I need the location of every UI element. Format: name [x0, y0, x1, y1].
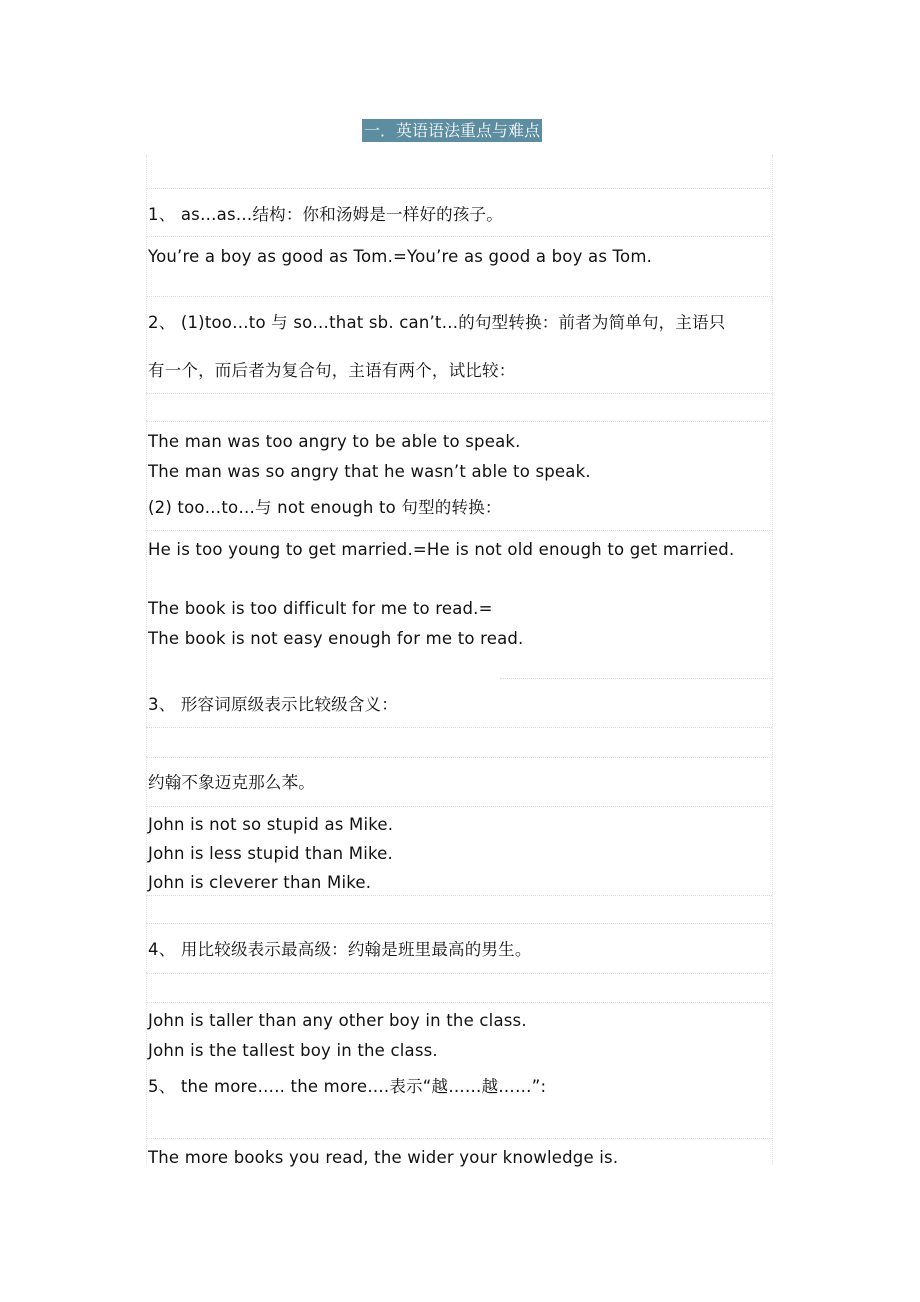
guide-line: [146, 973, 772, 974]
section-3-example: John is less stupid than Mike.: [148, 844, 393, 863]
section-2-heading-cont: 有一个，而后者为复合句，主语有两个，试比较：: [148, 361, 516, 380]
guide-line: [146, 188, 772, 189]
section-2-example: The book is too difficult for me to read.=: [148, 599, 493, 618]
section-2-example: The man was too angry to be able to speak.: [148, 432, 521, 451]
guide-line: [146, 727, 772, 728]
guide-line: [146, 923, 772, 924]
section-3-example: John is cleverer than Mike.: [148, 873, 372, 892]
guide-line: [146, 236, 772, 237]
section-4-heading: 4、 用比较级表示最高级：约翰是班里最高的男生。: [148, 940, 532, 959]
guide-line: [146, 296, 772, 297]
guide-line: [146, 421, 772, 422]
guide-line: [146, 757, 772, 758]
section-2-subheading: (2) too…to…与 not enough to 句型的转换：: [148, 498, 502, 517]
section-2-example: He is too young to get married.=He is not old enough to get married.: [148, 540, 735, 559]
section-2-heading: 2、 (1)too…to 与 so…that sb. can’t…的句型转换：前者为简单句，主语只: [148, 313, 726, 332]
section-5-heading: 5、 the more….. the more….表示“越……越……”:: [148, 1077, 547, 1096]
margin-guide-right: [772, 155, 773, 1165]
guide-line: [146, 393, 772, 394]
section-3-chinese-example: 约翰不象迈克那么苯。: [148, 773, 315, 792]
guide-line: [500, 678, 772, 679]
section-4-example: John is the tallest boy in the class.: [148, 1041, 438, 1060]
margin-guide-left: [146, 155, 147, 1165]
section-3-example: John is not so stupid as Mike.: [148, 815, 394, 834]
section-4-example: John is taller than any other boy in the class.: [148, 1011, 527, 1030]
guide-line: [146, 530, 772, 531]
section-5-example: The more books you read, the wider your knowledge is.: [148, 1148, 619, 1167]
section-3-heading: 3、 形容词原级表示比较级含义：: [148, 695, 398, 714]
guide-line: [146, 1002, 772, 1003]
section-2-example: The man was so angry that he wasn’t able to speak.: [148, 462, 591, 481]
guide-line: [146, 895, 772, 896]
guide-line: [146, 806, 772, 807]
section-1-example: You’re a boy as good as Tom.=You’re as good a boy as Tom.: [148, 247, 653, 266]
document-title: 一．英语语法重点与难点: [364, 121, 541, 140]
section-1-heading: 1、 as…as…结构：你和汤姆是一样好的孩子。: [148, 205, 503, 224]
section-2-example: The book is not easy enough for me to read.: [148, 629, 524, 648]
guide-line: [146, 1138, 772, 1139]
